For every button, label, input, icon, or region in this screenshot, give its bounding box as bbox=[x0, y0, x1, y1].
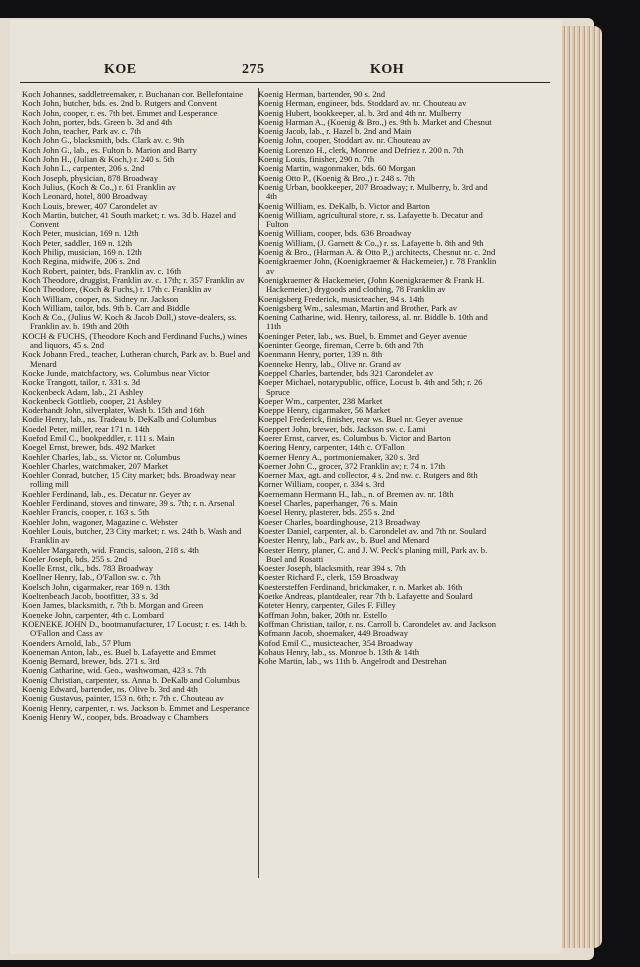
directory-entry: Koeppel Frederick, finisher, rear ws. Buel nr. Geyer avenue bbox=[258, 414, 463, 425]
directory-entry: Koenigsberg Wm., salesman, Martin and Brother, Park av bbox=[258, 302, 458, 313]
directory-entry: Kocke Trangott, tailor, r. 331 s. 3d bbox=[22, 377, 141, 388]
directory-entry: Koch Regina, midwife, 206 s. 2nd bbox=[22, 256, 140, 267]
directory-entry: Koesel Henry, plasterer, bds. 255 s. 2nd bbox=[258, 507, 395, 518]
directory-entry: Koenigsberg Frederick, musicteacher, 94 s. 14th bbox=[258, 293, 425, 304]
directory-entry: Korner William, cooper, r. 334 s. 3rd bbox=[258, 479, 385, 490]
directory-entry: Koch William, cooper, ns. Sidney nr. Jackson bbox=[22, 293, 179, 304]
header-rule bbox=[20, 82, 550, 83]
directory-entry: Koch John L., carpenter, 206 s. 2nd bbox=[22, 163, 145, 174]
directory-entry: Koch Joseph, physician, 878 Broadway bbox=[22, 172, 159, 183]
directory-entry: Koen James, blacksmith, r. 7th b. Morgan and Green bbox=[22, 600, 204, 611]
directory-entry: Koenig William, es. DeKalb, b. Victor and Barton bbox=[258, 200, 430, 211]
directory-entry: Koenig Urban, bookkeeper, 207 Broadway; r. Mulberry, b. 3rd and 4th bbox=[258, 181, 488, 202]
page-number: 275 bbox=[242, 62, 265, 77]
directory-entry: Koering Henry, carpenter, 14th c. O'Fallon bbox=[258, 442, 405, 453]
directory-entry: Koeninter George, fireman, Cerre b. 6th and 7th bbox=[258, 340, 424, 351]
directory-entry: Koester Joseph, blacksmith, rear 394 s. 7th bbox=[258, 563, 406, 574]
directory-entry: Koch Louis, brewer, 407 Carondelet av bbox=[22, 200, 158, 211]
directory-entry: Koenig William, (J. Garnett & Co.,) r. ss. Lafayette b. 8th and 9th bbox=[258, 237, 484, 248]
directory-entry: Koenmann Henry, porter, 139 n. 8th bbox=[258, 349, 383, 360]
directory-entry: Koenig William, cooper, bds. 636 Broadway bbox=[258, 228, 412, 239]
directory-entry: Koehler Ferdinand, lab., es. Decatur nr. Geyer av bbox=[22, 488, 191, 499]
directory-entry: Koenig Bernard, brewer, bds. 271 s. 3rd bbox=[22, 656, 160, 667]
directory-entry: Koestersteffen Ferdinand, brickmaker, r. n. Market ab. 16th bbox=[258, 581, 463, 592]
directory-entry: Koedel Peter, miller, rear 171 n. 14th bbox=[22, 423, 150, 434]
directory-entry: Koernemann Hermann H., lab., n. of Bremen av. nr. 18th bbox=[258, 488, 454, 499]
directory-entry: Koeninger Peter, lab., ws. Buel, b. Emmet and Geyer avenue bbox=[258, 330, 467, 341]
directory-entry: Kofod Emil C., musicteacher, 354 Broadway bbox=[258, 637, 413, 648]
directory-entry: Koch John G., blacksmith, bds. Clark av. c. 9th bbox=[22, 135, 185, 146]
directory-entry: Koehler Conrad, butcher, 15 City market; bds. Broadway near rolling mill bbox=[22, 470, 236, 490]
directory-entry: Koenigkraemer John, (Koenigkraemer & Hackemeier,) r. 78 Franklin av bbox=[258, 256, 497, 276]
directory-entry: Koch Robert, painter, bds. Franklin av. c. 16th bbox=[22, 265, 182, 276]
directory-entry: Koenigkraemer & Hackemeier, (John Koenigkraemer & Frank H. Hackemeier,) drygoods and clothing, 78 Franklin av bbox=[258, 274, 485, 295]
directory-entry: Koeper Wm., carpenter, 238 Market bbox=[258, 395, 383, 406]
directory-entry: Koenig Martin, wagonmaker, bds. 60 Morgan bbox=[258, 163, 416, 174]
directory-entry: Koehler Ferdinand, stoves and tinware, 39 s. 7th; r. n. Arsenal bbox=[22, 498, 235, 509]
directory-entry: Koderhandt John, silverplater, Wash b. 15th and 16th bbox=[22, 405, 205, 416]
directory-entry: Koch John, porter, bds. Green b. 3d and 4th bbox=[22, 116, 173, 127]
directory-entry: Koffman John, baker, 20th nr. Estello bbox=[258, 609, 387, 620]
directory-entry: Koch Martin, butcher, 41 South market; r. ws. 3d b. Hazel and Convent bbox=[22, 209, 236, 230]
directory-entry: Koenig Harman A., (Koenig & Bro.,) es. 9th b. Market and Chesnut bbox=[258, 116, 492, 127]
directory-entry: Koffman Christian, tailor, r. ns. Carroll b. Carondelet av. and Jackson bbox=[258, 618, 497, 629]
directory-entry: Koester Henry, lab., Park av., b. Buel and Menard bbox=[258, 535, 430, 546]
left-column bbox=[22, 89, 251, 722]
directory-entry: Koelsch John, cigarmaker, rear 169 n. 13th bbox=[22, 581, 170, 592]
directory-entry: Koch Johannes, saddletreemaker, r. Buchanan cor. Bellefontaine bbox=[22, 89, 244, 99]
directory-entry: Koch Philip, musician, 169 n. 12th bbox=[22, 247, 142, 258]
directory-entry: Kock Johann Fred., teacher, Lutheran church, Park av. b. Buel and Menard bbox=[22, 349, 251, 369]
directory-entry: Koegel Ernst, brewer, bds. 492 Market bbox=[22, 442, 156, 453]
directory-entry: Koester Daniel, carpenter, al. b. Carondelet av. and 7th nr. Soulard bbox=[258, 525, 487, 536]
directory-entry: Koenig Christian, carpenter, ss. Anna b. DeKalb and Columbus bbox=[22, 674, 240, 685]
directory-entry: Koeler Joseph, bds. 255 s. 2nd bbox=[22, 553, 128, 564]
directory-entry: Koeser Charles, boardinghouse, 213 Broadway bbox=[258, 516, 421, 527]
directory-entry: Koenig Gustavus, painter, 153 n. 6th; r. 7th c. Chouteau av bbox=[22, 693, 224, 704]
directory-entry: Koehler Margareth, wid. Francis, saloon, 218 s. 4th bbox=[22, 544, 199, 555]
directory-entry: Koenig Louis, finisher, 290 n. 7th bbox=[258, 154, 375, 165]
directory-entry: Kohe Martin, lab., ws 11th b. Angelrodt and Destrehan bbox=[258, 656, 447, 667]
directory-entry: KOCH & FUCHS, (Theodore Koch and Ferdinand Fuchs,) wines and liquors, 45 s. 2nd bbox=[22, 330, 248, 351]
directory-entry: Koerner Henry A., portmoniemaker, 320 s. 3rd bbox=[258, 451, 419, 462]
directory-entry: Koch John G., lab., es. Fulton b. Marion and Barry bbox=[22, 144, 197, 155]
directory-entry: Koenig Herman, engineer, bds. Stoddard av. nr. Chouteau av bbox=[258, 98, 467, 109]
directory-entry: Kockenbeck Adam, lab., 21 Ashley bbox=[22, 386, 144, 397]
directory-entry: Koefod Emil C., bookpeddler, r. 111 s. Main bbox=[22, 432, 175, 443]
directory-entry: Koenig Henry W., cooper, bds. Broadway c Chambers bbox=[22, 711, 209, 722]
directory-entry: Koehler Charles, watchmaker, 207 Market bbox=[22, 460, 169, 471]
directory-entry: Koch Peter, saddler, 169 n. 12th bbox=[22, 237, 133, 248]
directory-page bbox=[10, 20, 562, 954]
directory-entry: Koeper Michael, notarypublic, office, Locust b. 4th and 5th; r. 26 Spruce bbox=[258, 377, 483, 397]
directory-entry: Koeltenbeach Jacob, bootfitter, 33 s. 3d bbox=[22, 591, 159, 602]
directory-entry: Koelle Ernst, clk., bds. 783 Broadway bbox=[22, 563, 154, 574]
directory-entry: Koellner Henry, lab., O'Fallon sw. c. 7th bbox=[22, 572, 161, 583]
directory-entry: Koehler Francis, cooper, r. 163 s. 5th bbox=[22, 507, 150, 518]
directory-entry: Koch John H., (Julian & Koch,) r. 240 s. 5th bbox=[22, 154, 175, 165]
directory-entry: Koch Julius, (Koch & Co.,) r. 61 Franklin av bbox=[22, 181, 176, 192]
directory-entry: Koch Theodore, druggist, Franklin av. c. 17th; r. 357 Franklin av bbox=[22, 274, 245, 285]
directory-entry: Koehler Louis, butcher, 23 City market; r. ws. 24th b. Wash and Franklin av bbox=[22, 525, 242, 546]
directory-entry: Kodie Henry, lab., ns. Tradeau b. DeKalb and Columbus bbox=[22, 414, 217, 425]
header-left-guide-word: KOE bbox=[104, 62, 137, 77]
directory-entry: Koteter Henry, carpenter, Giles F. Filley bbox=[258, 600, 396, 611]
directory-entry: Kockenbeck Gottlieb, cooper, 21 Ashley bbox=[22, 395, 162, 406]
directory-entry: Kofmann Jacob, shoemaker, 449 Broadway bbox=[258, 628, 409, 639]
directory-entry: Koening Catharine, wid. Henry, tailoress, al. nr. Biddle b. 10th and 11th bbox=[258, 312, 488, 332]
directory-entry: Koenig William, agricultural store, r. ss. Lafayette b. Decatur and Fulton bbox=[258, 209, 483, 230]
directory-entry: Koeppert John, brewer, bds. Jackson sw. c. Lami bbox=[258, 423, 426, 434]
directory-entry: Koehler John, wagoner, Magazine c. Webster bbox=[22, 516, 178, 527]
directory-entry: Koenig Lorenzo H., clerk, Monroe and Defriez r. 200 n. 7th bbox=[258, 144, 464, 155]
page-edges bbox=[562, 26, 602, 948]
directory-entry: Koeneke John, carpenter, 4th c. Lombard bbox=[22, 609, 164, 620]
directory-entry: Koenig Catharine, wid. Geo., washwoman, 423 s. 7th bbox=[22, 665, 207, 676]
directory-entry: Koerner John C., grocer, 372 Franklin av; r. 74 n. 17th bbox=[258, 460, 446, 471]
directory-entry: Koenders Arnold, lab., 57 Plum bbox=[22, 637, 132, 648]
directory-entry: Koch John, cooper, r. es. 7th bet. Emmet and Lesperance bbox=[22, 107, 218, 118]
directory-entry: Koch Leonard, hotel, 800 Broadway bbox=[22, 191, 148, 202]
directory-entry: Koester Richard F., clerk, 159 Broadway bbox=[258, 572, 399, 583]
directory-entry: Kocke Junde, matchfactory, ws. Columbus near Victor bbox=[22, 367, 210, 378]
directory-entry: Koenig Henry, carpenter, r. ws. Jackson b. Emmet and Lesperance bbox=[22, 702, 250, 713]
directory-entry: Koenig & Bro., (Harman A. & Otto P.,) architects, Chesnut nr. c. 2nd bbox=[258, 247, 496, 258]
directory-entry: Koenig Herman, bartender, 90 s. 2nd bbox=[258, 89, 386, 99]
directory-entry: Koenig Jacob, lab., r. Hazel b. 2nd and Main bbox=[258, 126, 412, 137]
directory-entry: Koch Peter, musician, 169 n. 12th bbox=[22, 228, 139, 239]
directory-entry: Koehler Charles, lab., ss. Victor nr. Columbus bbox=[22, 451, 181, 462]
directory-entry: Koerer Ernst, carver, es. Columbus b. Victor and Barton bbox=[258, 432, 451, 443]
header-right-guide-word: KOH bbox=[370, 62, 405, 77]
running-header bbox=[10, 62, 562, 82]
directory-entry: KOENEKE JOHN D., bootmanufacturer, 17 Locust; r. es. 14th b. O'Fallon and Cass av bbox=[22, 618, 248, 639]
directory-entry: Koeppe Henry, cigarmaker, 56 Market bbox=[258, 405, 391, 416]
directory-entry: Koeneman Anton, lab., es. Buel b. Lafayette and Emmet bbox=[22, 646, 217, 657]
right-column bbox=[258, 89, 497, 667]
directory-entry: Koch William, tailor, bds. 9th b. Carr and Biddle bbox=[22, 302, 190, 313]
directory-entry: Koch John, teacher, Park av. c. 7th bbox=[22, 126, 141, 137]
directory-entry: Koenig John, cooper, Stoddart av. nr. Chouteau av bbox=[258, 135, 431, 146]
directory-entry: Koenig Hubert, bookkeeper, al. b. 3rd and 4th nr. Mulberry bbox=[258, 107, 462, 118]
directory-entry: Koeppel Charles, bartender, bds 321 Carondelet av bbox=[258, 367, 434, 378]
directory-entry: Koenig Otto P., (Koenig & Bro.,) r. 248 s. 7th bbox=[258, 172, 415, 183]
directory-entry: Koenig Edward, bartender, ns. Olive b. 3rd and 4th bbox=[22, 684, 198, 694]
directory-entry: Koch John, butcher, bds. es. 2nd b. Rutgers and Convent bbox=[22, 98, 217, 109]
directory-entry: Koetke Andreas, plantdealer, rear 7th b. Lafayette and Soulard bbox=[258, 591, 473, 602]
directory-entry: Kohaus Henry, lab., ss. Monroe b. 13th & 14th bbox=[258, 646, 420, 657]
directory-entry: Koenneke Henry, lab., Olive nr. Grand av bbox=[258, 358, 402, 369]
directory-entry: Koester Henry, planer, C. and J. W. Peck's planing mill, Park av. b. Buel and Rosatti bbox=[258, 544, 488, 564]
directory-entry: Koch & Co., (Julius W. Koch & Jacob Doll,) stove-dealers, ss. Franklin av. b. 19th and 20th bbox=[22, 312, 237, 332]
directory-entry: Koch Theodore, (Koch & Fuchs,) r. 17th c. Franklin av bbox=[22, 284, 212, 295]
directory-entry: Koerner Max, agt. and collector, 4 s. 2nd nw. c. Rutgers and 8th bbox=[258, 470, 478, 481]
directory-entry: Koesel Charles, paperhanger, 76 s. Main bbox=[258, 498, 398, 509]
